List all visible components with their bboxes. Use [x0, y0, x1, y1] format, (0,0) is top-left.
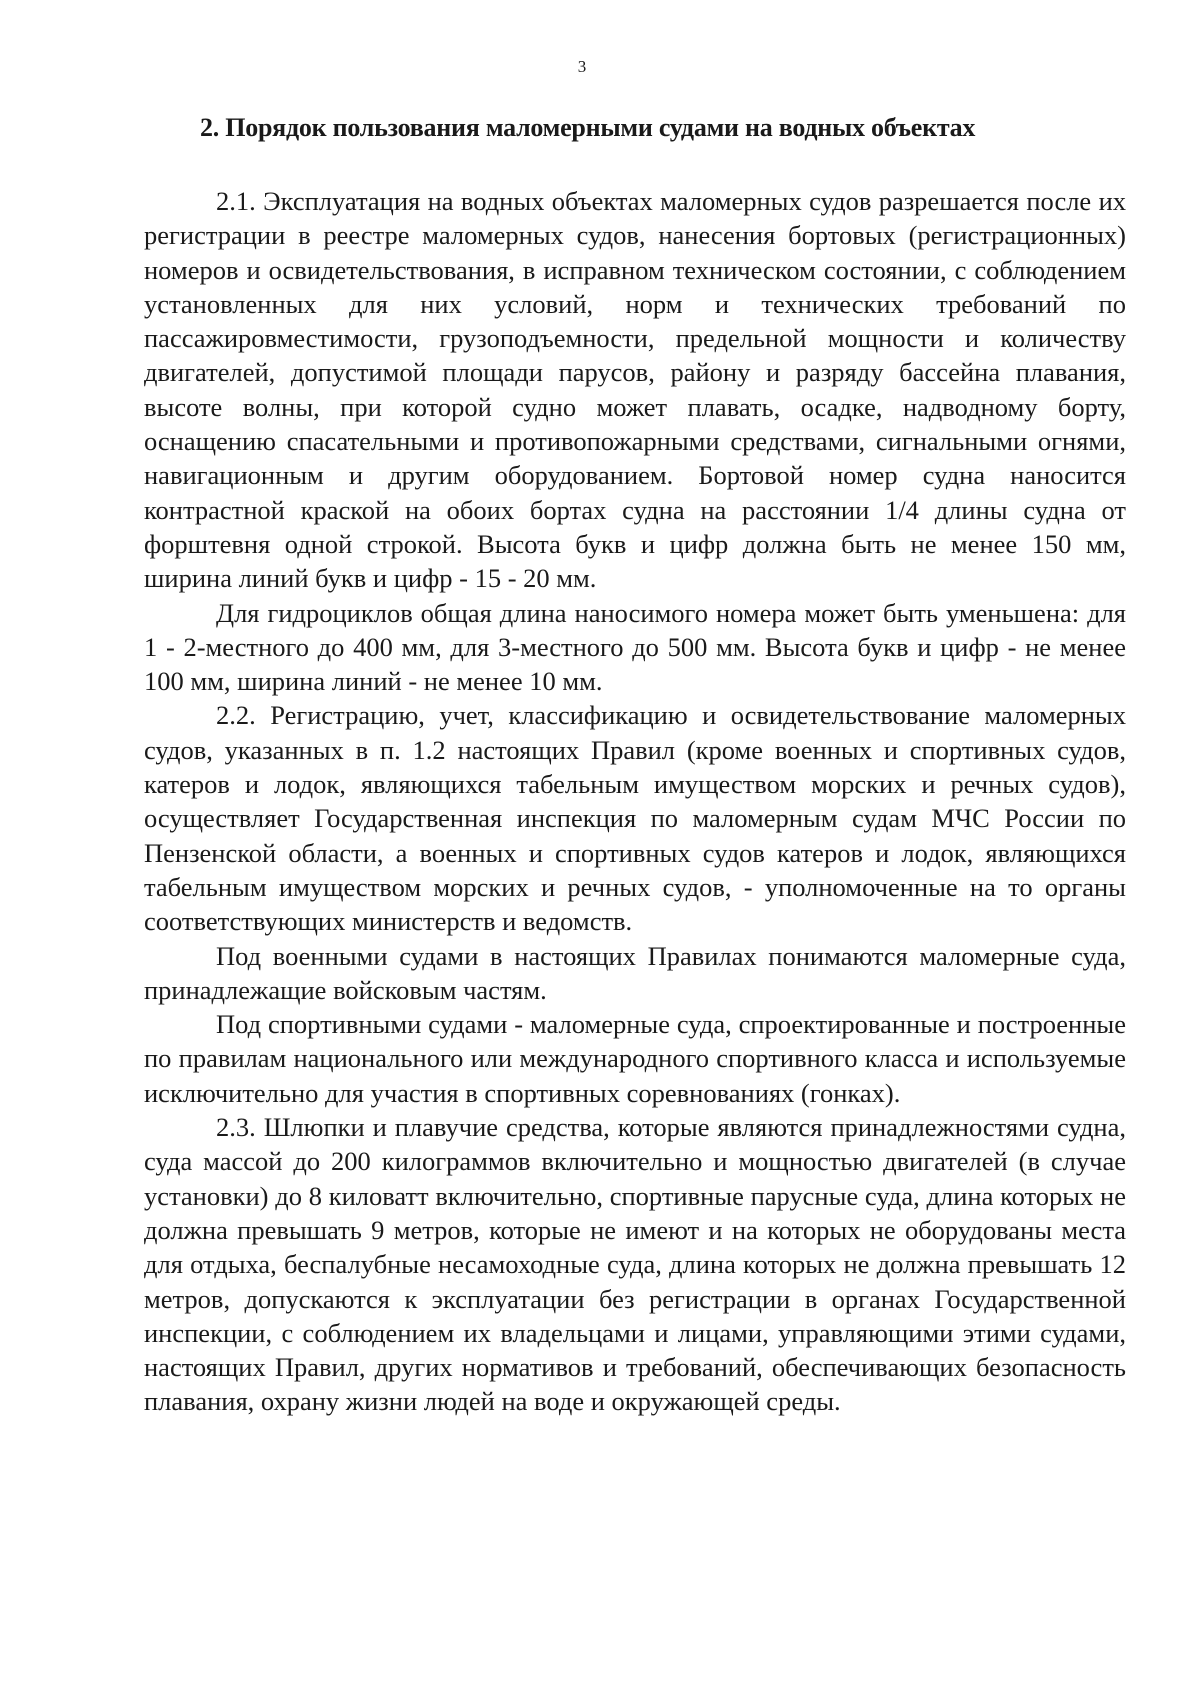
paragraph-2-3: 2.3. Шлюпки и плавучие средства, которые являются принадлежностями судна, суда массой до 200 килограммов включительно и мощностью двигателей (в случае установки) до 8 киловатт включительно, спортивные парусные суда, длина которых не должна превышать 9 метров, которые не имеют и на которых не оборудованы места для отдыха, беспалубные несамоходные суда, длина которых не должна превышать 12 метров, допускаются к эксплуатации без регистрации в органах Государственной инспекции, с соблюдением их владельцами и лицами, управляющими этими судами, настоящих Правил, других нормативов и требований, обеспечивающих безопасность плавания, охрану жизни людей на воде и окружающей среды. [144, 1112, 1126, 1417]
paragraph-2-2: 2.2. Регистрацию, учет, классификацию и освидетельствование маломерных судов, указанных в п. 1.2 настоящих Правил (кроме военных и спортивных судов, катеров и лодок, являющихся табельным имуществом морских и речных судов), осуществляет Государственная инспекция по маломерным судам МЧС России по Пензенской области, а военных и спортивных судов катеров и лодок, являющихся табельным имуществом морских и речных судов, - уполномоченные на то органы соответствующих министерств и ведомств. [144, 700, 1126, 937]
page-number: 3 [577, 57, 587, 76]
section-title: 2. Порядок пользования маломерными судами на водных объектах [200, 113, 976, 142]
paragraph-2-1: 2.1. Эксплуатация на водных объектах маломерных судов разрешается после их регистрации в реестре маломерных судов, нанесения бортовых (регистрационных) номеров и освидетельствования, в исправном техническом состоянии, с соблюдением установленных для них условий, норм и технических требований по пассажировместимости, грузоподъемности, предельной мощности и количеству двигателей, допустимой площади парусов, району и разряду бассейна плавания, высоте волны, при которой судно может плавать, осадке, надводному борту, оснащению спасательными и противопожарными средствами, сигнальными огнями, навигационным и другим оборудованием. Бортовой номер судна наносится контрастной краской на обоих бортах судна на расстоянии 1/4 длины судна от форштевня одной строкой. Высота букв и цифр должна быть не менее 150 мм, ширина линий букв и цифр - 15 - 20 мм. [144, 186, 1126, 594]
paragraph-sport-vessels: Под спортивными судами - маломерные суда, спроектированные и построенные по правилам национального или международного спортивного класса и используемые исключительно для участия в спортивных соревнованиях (гонках). [144, 1009, 1126, 1108]
document-body [144, 184, 1126, 1419]
paragraph-jet-ski: Для гидроциклов общая длина наносимого номера может быть уменьшена: для 1 - 2-местного до 400 мм, для 3-местного до 500 мм. Высота букв и цифр - не менее 100 мм, ширина линий - не менее 10 мм. [144, 597, 1126, 697]
paragraph-military-vessels: Под военными судами в настоящих Правилах понимаются маломерные суда, принадлежащие войсковым частям. [144, 940, 1126, 1005]
